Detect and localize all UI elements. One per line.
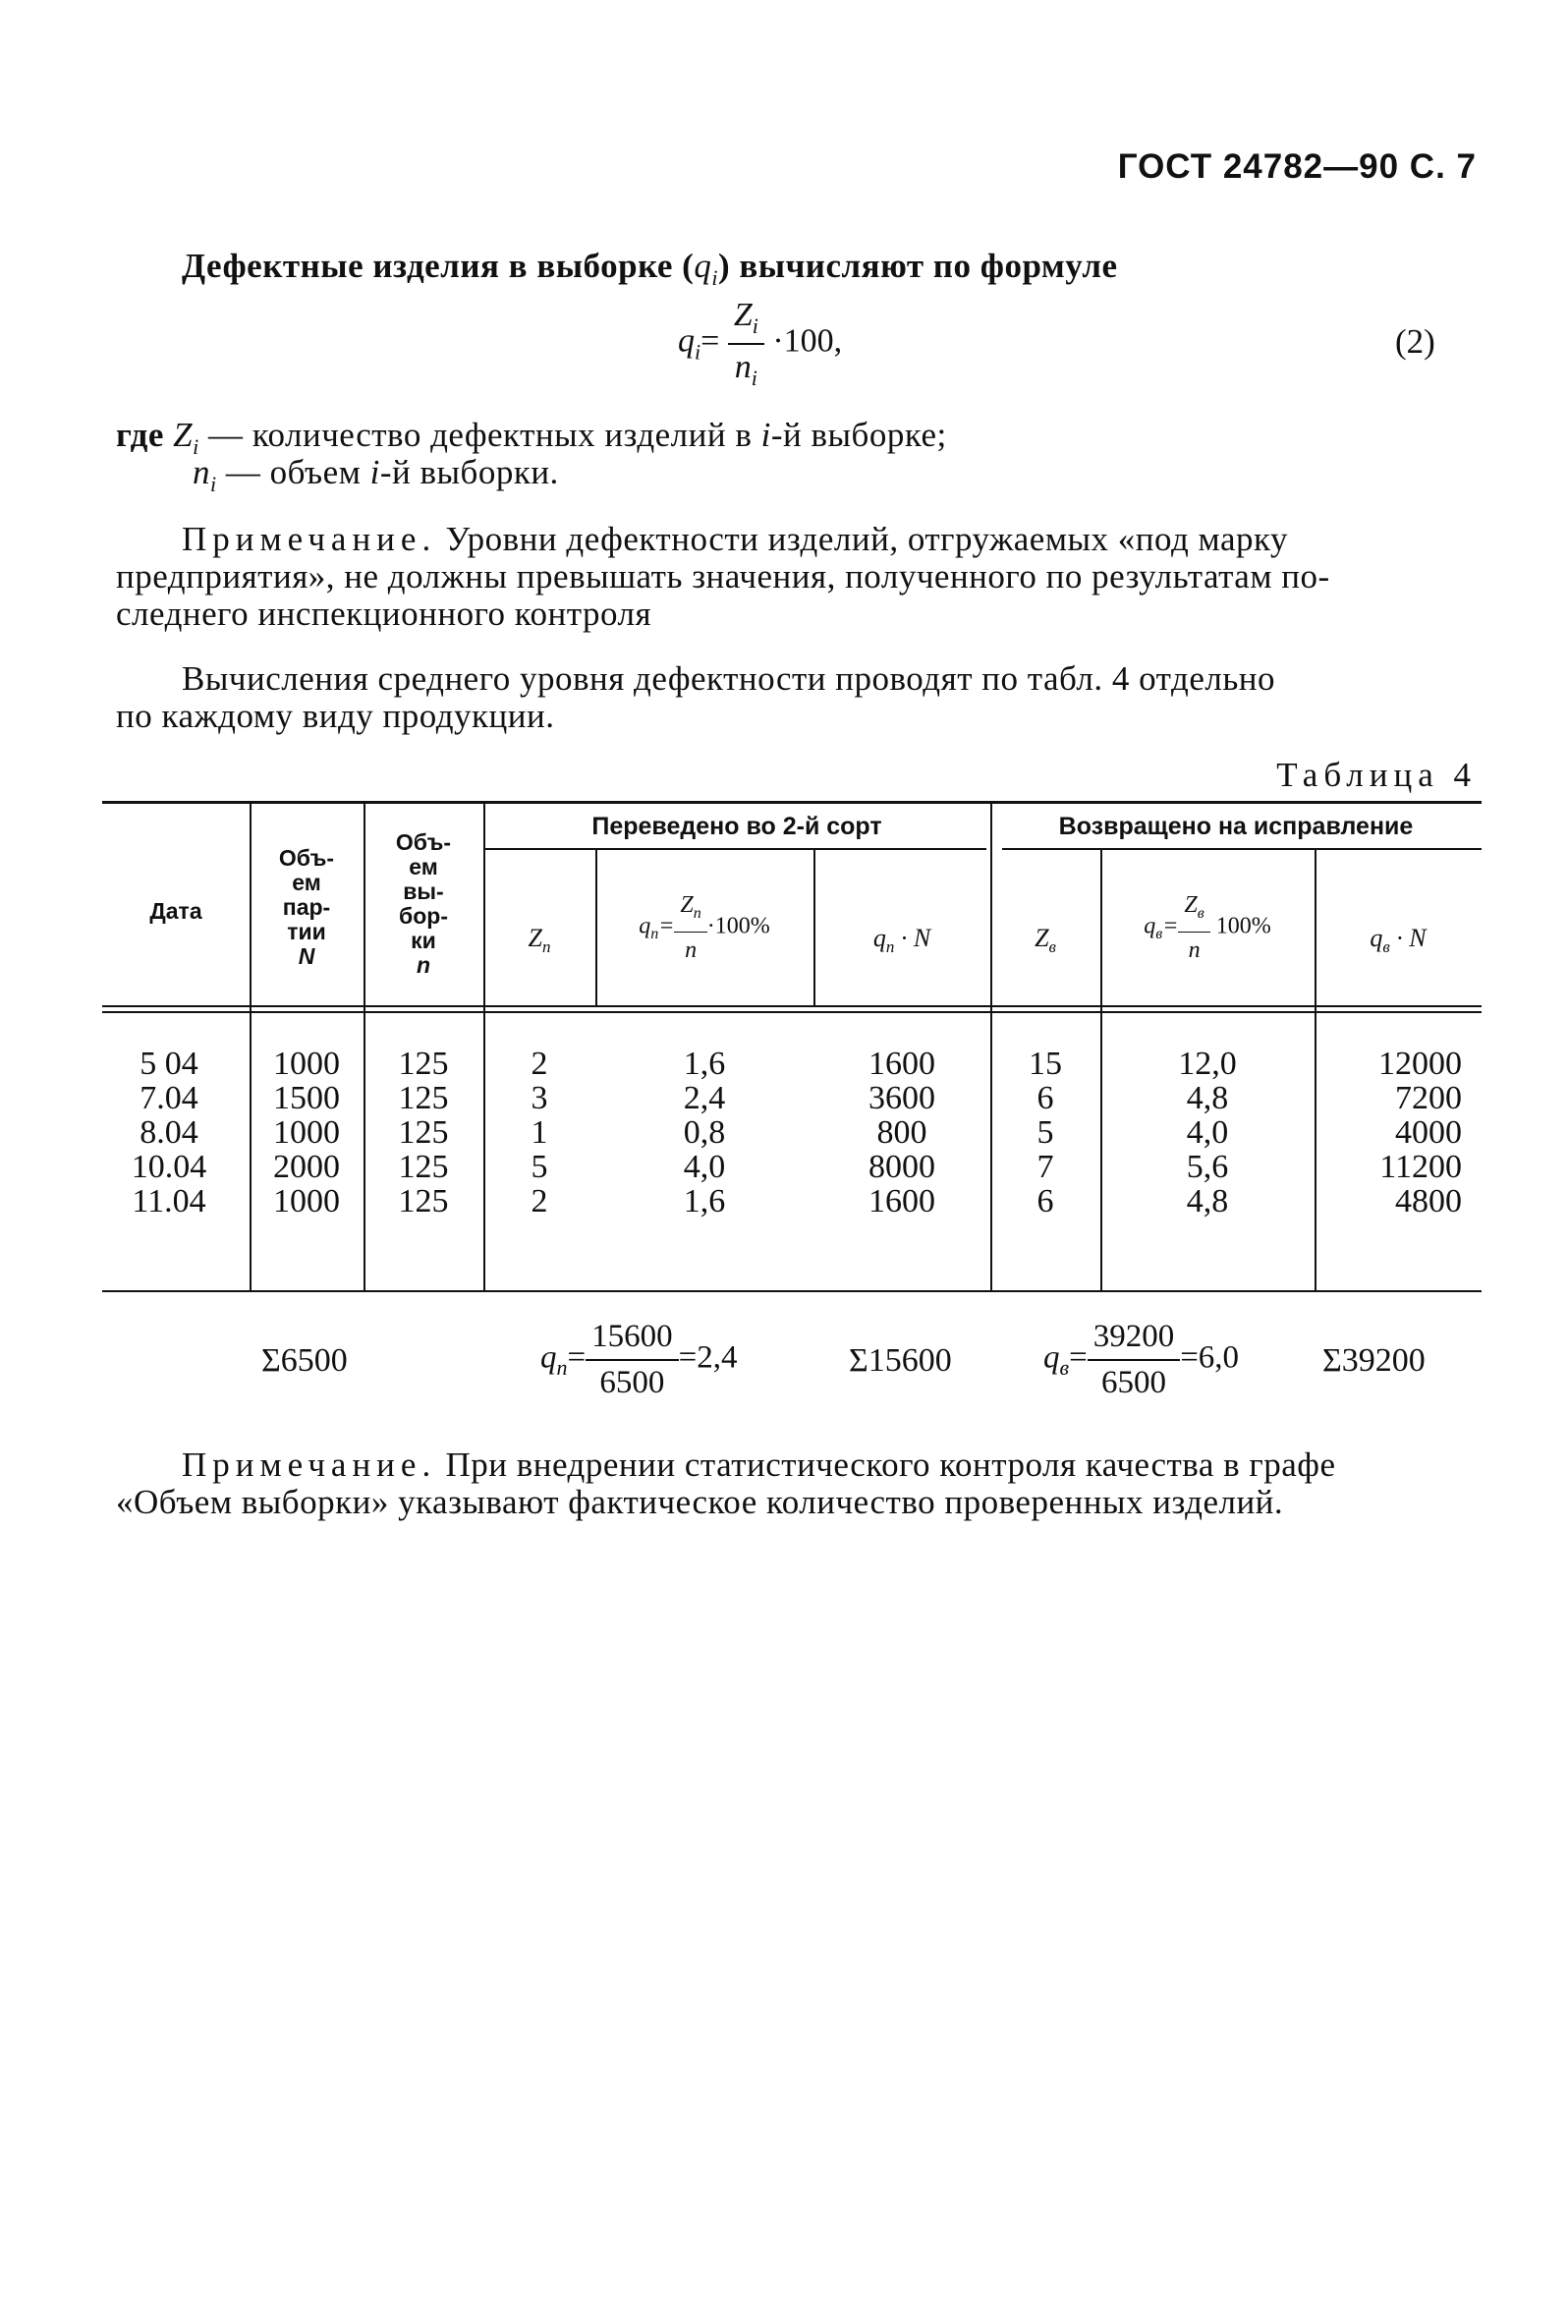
col-sample [364,1047,483,1219]
note2-label: Примечание. [182,1445,437,1484]
cell-sample-3: 125 [398,1114,449,1151]
header-lot-l3: пар- [282,894,331,920]
header-zv-sub: в [1048,937,1056,957]
header-lot-l2: ем [292,870,321,895]
header-qvN [1315,925,1482,961]
where-line-2 [193,454,559,503]
total-lot: Σ6500 [261,1342,348,1379]
header-zp-sub: п [541,937,551,957]
header-zv-var: Z [1035,924,1049,952]
cell-zv-3: 5 [1036,1114,1054,1151]
formula-den-sub: i [751,365,757,390]
total-qv-formula: $q_в=$ $\frac{39200}{6500}$ =6,0 [1043,1319,1240,1400]
header-qv-num: Z [1184,892,1198,918]
total-qp-sub: п [556,1355,568,1381]
formula-eq: = [700,322,720,360]
header-lot [250,846,364,969]
where-var-n-sub: i [210,472,217,496]
cell-qv-1: 12,0 [1178,1046,1237,1082]
cell-qv-3: 4,0 [1186,1114,1229,1151]
where-line2-text: — объем [216,453,370,491]
group2-rule [1002,848,1482,850]
where-var-z: Z [173,416,194,454]
cell-lot-4: 2000 [273,1149,340,1185]
header-qp-lhs: q [639,913,651,939]
header-qv-num-sub: в [1197,904,1204,922]
where-line2-i: i [369,453,380,491]
total-qp-den: 6500 [599,1365,665,1400]
where-line1-end: -й выборке; [770,416,947,454]
formula-lhs-sub: i [695,339,701,365]
cell-qp-2: 2,4 [683,1080,726,1116]
col-zv [990,1047,1100,1219]
header-sample-l3: вы- [403,879,444,904]
col-qvN [1315,1047,1462,1219]
cell-qp-1: 1,6 [683,1046,726,1082]
intro-text-after: ) вычисляют по формуле [717,247,1118,285]
total-qp-lhs: q [540,1339,557,1376]
formula-2 [678,297,842,391]
note1-line1: Уровни дефектности изделий, отгружаемых «под марку [436,520,1288,558]
total-qp-result: =2,4 [678,1339,738,1376]
header-group-returned: Возвращено на исправление [1058,813,1414,840]
cell-sample-5: 125 [398,1183,449,1219]
cell-lot-2: 1500 [273,1080,340,1116]
header-group-grade2: Переведено во 2-й сорт [591,813,882,840]
cell-lot-3: 1000 [273,1114,340,1151]
cell-qvN-1: 12000 [1378,1046,1462,1082]
col-lot [250,1047,364,1219]
header-qpN-var: q [872,924,886,952]
cell-sample-4: 125 [398,1149,449,1185]
cell-lot-5: 1000 [273,1183,340,1219]
note1-line3: следнего инспекционного контроля [116,595,652,633]
header-sample-l6: n [416,952,431,978]
cell-zv-4: 7 [1036,1149,1054,1185]
header-bottom-rule-1 [102,1005,1482,1007]
cell-qpN-3: 800 [876,1114,927,1151]
formula-tail: ·100, [772,322,843,360]
header-lot-l4: тии [287,919,326,944]
total-qv-den: 6500 [1100,1365,1166,1400]
header-zp [483,925,595,961]
table-caption: Таблица 4 [1276,756,1477,794]
cell-date-2: 7.04 [140,1080,198,1116]
header-qv-den: n [1188,936,1201,963]
cell-sample-2: 125 [398,1080,449,1116]
header-qv-formula: $q_в=$ $\frac{Z_в}{n}$ 100% [1144,892,1271,963]
header-sample-l5: ки [411,928,436,953]
cell-qp-5: 1,6 [683,1183,726,1219]
cell-zp-5: 2 [531,1183,548,1219]
total-qp-fraction [586,1319,679,1401]
page-header: ГОСТ 24782—90 С. 7 [1117,147,1477,186]
note-2-line1 [182,1446,1336,1484]
cell-qvN-4: 11200 [1379,1149,1462,1185]
header-qp-tail: ·100% [706,913,770,939]
header-qp-num-sub: п [693,904,701,922]
total-qp-formula: $q_п=$ $\frac{15600}{6500}$ =2,4 [540,1319,738,1400]
cell-qvN-5: 4800 [1395,1183,1462,1219]
intro-sentence [182,248,1118,297]
cell-zv-5: 6 [1036,1183,1054,1219]
note2-line1: При внедрении статистического контроля качества в графе [436,1445,1336,1484]
calc-line1: Вычисления среднего уровня дефектности проводят по табл. 4 отдельно [182,659,1276,698]
cell-zp-1: 2 [531,1046,548,1082]
intro-var-sub: i [711,265,718,290]
formula-fraction [728,297,764,391]
intro-var: q [694,247,712,285]
header-qp-lhs-sub: п [650,926,659,943]
note1-line2: предприятия», не должны превышать значения, полученного по результатам по- [116,557,1330,595]
header-qvN-tail: · N [1389,924,1427,952]
cell-qvN-3: 4000 [1395,1114,1462,1151]
total-qpN: Σ15600 [849,1342,952,1379]
where-line2-end: -й выборки. [379,453,559,491]
header-qv-tail: 100% [1209,913,1271,939]
total-qv-lhs: q [1043,1339,1060,1376]
cell-qv-5: 4,8 [1186,1183,1229,1219]
cell-lot-1: 1000 [273,1046,340,1082]
total-qv-sub: в [1059,1355,1070,1381]
header-sample-l1: Объ- [395,829,452,855]
cell-qpN-5: 1600 [868,1183,935,1219]
header-sample-l2: ем [409,854,438,879]
note-1 [182,521,1479,558]
header-qpN-sub: п [885,937,895,957]
header-qpN-tail: · N [894,924,931,952]
cell-date-1: 5 04 [140,1046,198,1082]
header-sample-l4: бор- [399,903,448,929]
header-qvN-sub: в [1382,937,1390,957]
cell-qpN-4: 8000 [868,1149,935,1185]
note-2-line2: «Объем выборки» указывают фактическое количество проверенных изделий. [116,1483,1284,1521]
where-line1-text: — количество дефектных изделий в [198,416,761,454]
total-qp-num: 15600 [586,1319,679,1361]
header-zv [990,925,1100,961]
header-date: Дата [149,898,202,924]
total-qvN: Σ39200 [1322,1342,1426,1379]
cell-qp-3: 0,8 [683,1114,726,1151]
cell-qv-2: 4,8 [1186,1080,1229,1116]
header-qvN-var: q [1370,924,1383,952]
header-zp-var: Z [528,924,542,952]
header-lot-l5: N [298,943,315,969]
cell-zp-3: 1 [531,1114,548,1151]
cell-date-5: 11.04 [132,1183,206,1219]
cell-sample-1: 125 [398,1046,449,1082]
where-var-z-sub: i [193,434,199,459]
col-date [112,1047,226,1219]
header-qp-num: Z [680,892,694,918]
cell-zv-1: 15 [1029,1046,1062,1082]
cell-zv-2: 6 [1036,1080,1054,1116]
group1-rule [485,848,986,850]
cell-qpN-2: 3600 [868,1080,935,1116]
header-qp-den: n [685,936,698,963]
header-qv-fraction [1178,891,1209,964]
table-top-rule [102,801,1482,804]
cell-date-4: 10.04 [131,1149,207,1185]
col-qp [595,1047,813,1219]
cell-qv-4: 5,6 [1186,1149,1229,1185]
note1-label: Примечание. [182,520,437,558]
header-qp-formula: $q_п=$ $\frac{Z_п}{n}$ ·100% [639,892,770,963]
calc-line2: по каждому виду продукции. [116,697,555,735]
table-4 [102,801,1482,1292]
formula-num: Z [733,297,753,333]
header-lot-l1: Объ- [278,845,335,871]
formula-lhs: q [678,322,695,360]
total-qv-fraction [1088,1319,1181,1401]
formula-num-sub: i [752,312,758,338]
formula-number: (2) [1395,322,1435,361]
header-qv-lhs-sub: в [1155,926,1163,943]
where-lead: где [116,416,164,454]
where-var-n: n [193,453,210,491]
header-bottom-rule-2 [102,1011,1482,1013]
total-qv-result: =6,0 [1180,1339,1240,1376]
col-zp [483,1047,595,1219]
table-bottom-rule [102,1290,1482,1292]
cell-zp-2: 3 [531,1080,548,1116]
col-qv [1100,1047,1315,1219]
header-qv-lhs: q [1144,913,1156,939]
cell-zp-4: 5 [531,1149,548,1185]
cell-qpN-1: 1600 [868,1046,935,1082]
where-line1-i: i [760,416,771,454]
header-sample [364,830,483,978]
col-qpN [813,1047,990,1219]
header-qp-fraction [674,891,706,964]
intro-text-before: Дефектные изделия в выборке ( [182,247,695,285]
cell-qp-4: 4,0 [683,1149,726,1185]
formula-den: n [734,348,752,385]
total-qv-num: 39200 [1088,1319,1181,1361]
header-qpN [813,925,990,961]
cell-qvN-2: 7200 [1395,1080,1462,1116]
cell-date-3: 8.04 [140,1114,198,1151]
